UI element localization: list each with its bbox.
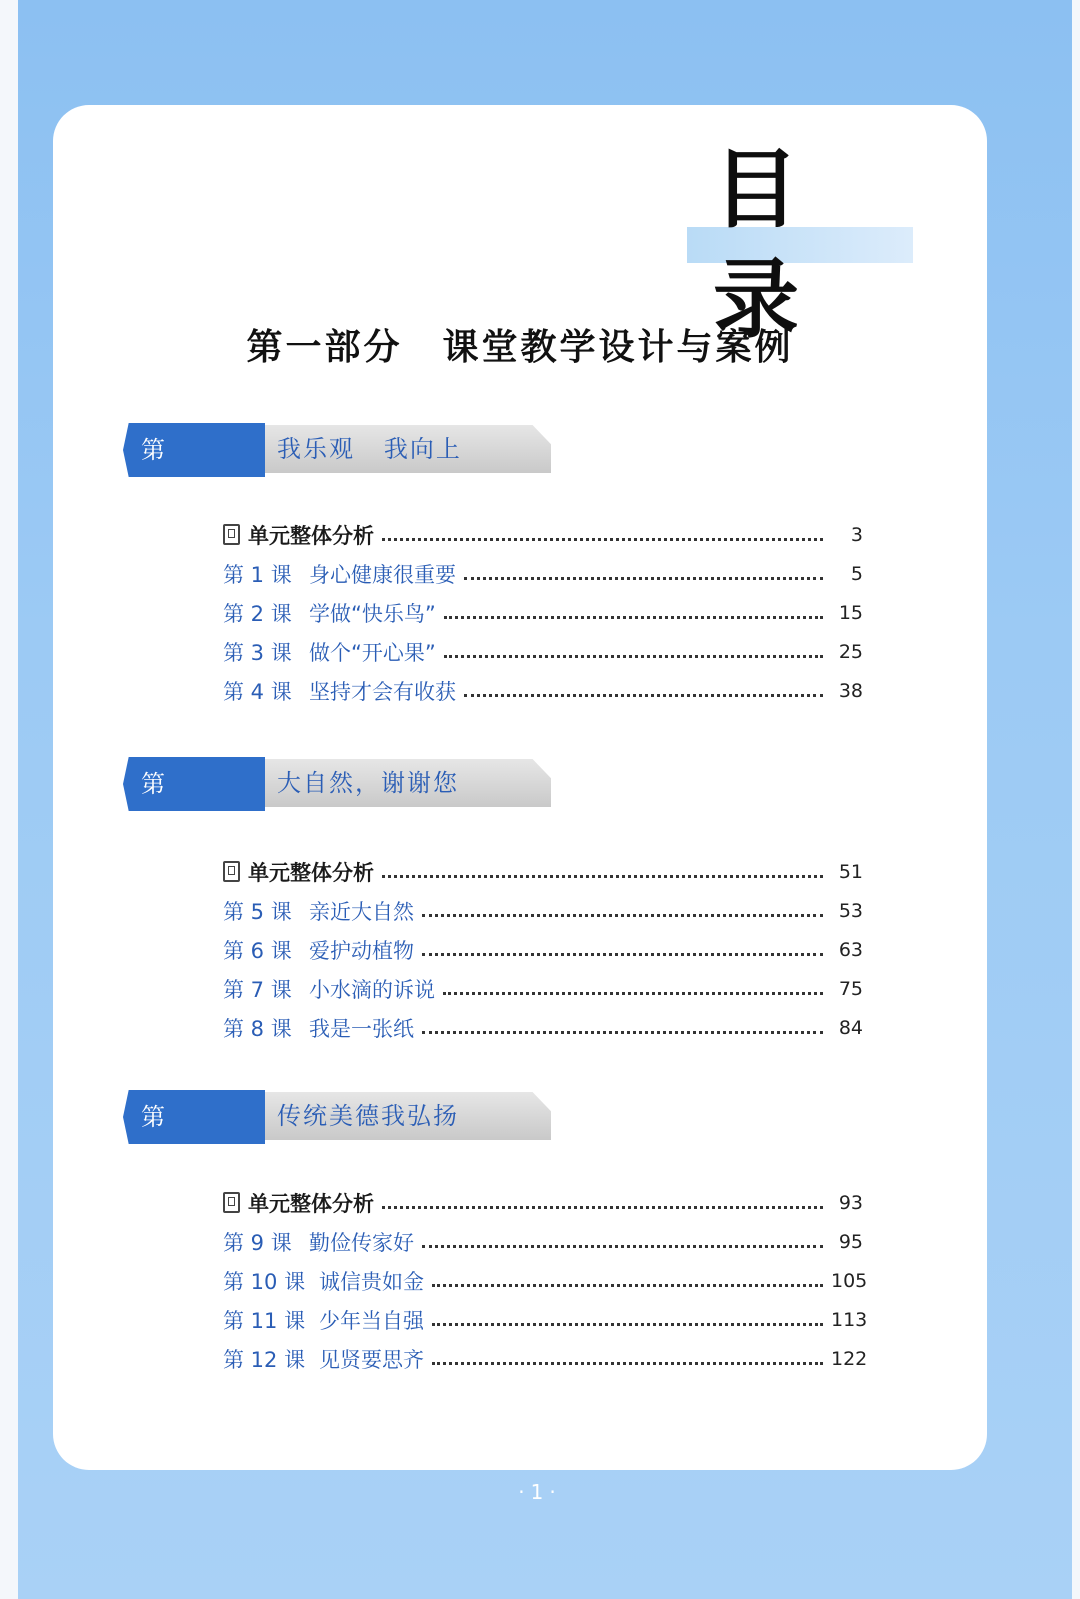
toc-entry-lesson[interactable] xyxy=(223,671,863,710)
lesson-number: 第 9 课 xyxy=(223,1230,292,1255)
entry-page: 3 xyxy=(850,523,863,546)
lesson-number: 第 12 课 xyxy=(223,1347,306,1372)
lesson-number: 第 7 课 xyxy=(223,977,292,1002)
leader-dots xyxy=(382,875,823,878)
leader-dots xyxy=(382,1206,823,1209)
lesson-title: 学做“快乐鸟” xyxy=(309,601,436,626)
entry-title: 单元整体分析 xyxy=(248,860,374,885)
part-label: 第一部分 xyxy=(246,327,403,368)
lesson-title: 见贤要思齐 xyxy=(319,1347,424,1372)
toc-entry-lesson[interactable] xyxy=(223,1261,868,1300)
lesson-number: 第 10 课 xyxy=(223,1269,306,1294)
lesson-title: 诚信贵如金 xyxy=(319,1269,424,1294)
toc-list-unit-1 xyxy=(223,515,863,710)
leader-dots xyxy=(443,992,823,995)
lesson-page: 84 xyxy=(838,1016,863,1039)
lesson-title: 身心健康很重要 xyxy=(309,562,456,587)
leader-dots xyxy=(422,1031,823,1034)
lesson-page: 122 xyxy=(831,1347,868,1370)
leader-dots xyxy=(444,616,823,619)
toc-page xyxy=(53,105,987,1470)
unit-label: 第三单元 xyxy=(141,1103,166,1293)
lesson-page: 63 xyxy=(838,938,863,961)
book-icon xyxy=(223,1192,240,1213)
toc-entry-lesson[interactable] xyxy=(223,632,863,671)
toc-list-unit-3 xyxy=(223,1183,868,1378)
toc-entry-lesson[interactable] xyxy=(223,891,863,930)
leader-dots xyxy=(464,577,823,580)
lesson-title: 勤俭传家好 xyxy=(309,1230,414,1255)
unit-label: 第一单元 xyxy=(141,436,166,626)
lesson-title: 爱护动植物 xyxy=(309,938,414,963)
lesson-page: 53 xyxy=(838,899,863,922)
leader-dots xyxy=(444,655,823,658)
toc-entry-analysis[interactable] xyxy=(223,515,863,554)
leader-dots xyxy=(422,1245,823,1248)
lesson-number: 第 1 课 xyxy=(223,562,292,587)
unit-name: 我乐观 我向上 xyxy=(277,435,462,463)
leader-dots xyxy=(464,694,823,697)
toc-entry-lesson[interactable] xyxy=(223,1008,863,1047)
lesson-number: 第 6 课 xyxy=(223,938,292,963)
book-icon xyxy=(223,524,240,545)
leader-dots xyxy=(422,953,823,956)
toc-entry-lesson[interactable] xyxy=(223,1222,863,1261)
lesson-title: 亲近大自然 xyxy=(309,899,414,924)
lesson-page: 38 xyxy=(838,679,863,702)
lesson-title: 我是一张纸 xyxy=(309,1016,414,1041)
toc-entry-analysis[interactable] xyxy=(223,852,863,891)
lesson-page: 105 xyxy=(831,1269,868,1292)
lesson-title: 坚持才会有收获 xyxy=(309,679,456,704)
lesson-title: 做个“开心果” xyxy=(309,640,436,665)
toc-entry-lesson[interactable] xyxy=(223,1300,868,1339)
entry-page: 93 xyxy=(838,1191,863,1214)
lesson-number: 第 11 课 xyxy=(223,1308,306,1333)
leader-dots xyxy=(432,1284,823,1287)
toc-list-unit-2 xyxy=(223,852,863,1047)
entry-title: 单元整体分析 xyxy=(248,1191,374,1216)
leader-dots xyxy=(382,538,823,541)
unit-name: 大自然，谢谢您 xyxy=(277,769,459,797)
lesson-page: 5 xyxy=(850,562,863,585)
unit-label: 第二单元 xyxy=(141,770,166,960)
lesson-page: 15 xyxy=(838,601,863,624)
part-heading xyxy=(53,319,987,370)
lesson-number: 第 5 课 xyxy=(223,899,292,924)
leader-dots xyxy=(422,914,823,917)
lesson-number: 第 3 课 xyxy=(223,640,292,665)
page-number: ·1· xyxy=(518,1480,562,1504)
book-icon xyxy=(223,861,240,882)
page-title: 目录 xyxy=(713,140,829,350)
toc-entry-analysis[interactable] xyxy=(223,1183,863,1222)
lesson-number: 第 2 课 xyxy=(223,601,292,626)
lesson-page: 25 xyxy=(838,640,863,663)
page-edge-left xyxy=(0,0,18,1599)
entry-title: 单元整体分析 xyxy=(248,523,374,548)
lesson-page: 113 xyxy=(831,1308,868,1331)
leader-dots xyxy=(432,1323,823,1326)
unit-name: 传统美德我弘扬 xyxy=(277,1102,459,1130)
leader-dots xyxy=(432,1362,823,1365)
page-number-value: 1 xyxy=(530,1480,550,1504)
title-block xyxy=(681,135,941,350)
toc-entry-lesson[interactable] xyxy=(223,969,863,1008)
lesson-title: 小水滴的诉说 xyxy=(309,977,435,1002)
lesson-number: 第 8 课 xyxy=(223,1016,292,1041)
lesson-number: 第 4 课 xyxy=(223,679,292,704)
toc-entry-lesson[interactable] xyxy=(223,1339,868,1378)
part-title: 课堂教学设计与案例 xyxy=(442,327,794,368)
toc-entry-lesson[interactable] xyxy=(223,593,863,632)
lesson-page: 75 xyxy=(838,977,863,1000)
lesson-title: 少年当自强 xyxy=(319,1308,424,1333)
lesson-page: 95 xyxy=(838,1230,863,1253)
entry-page: 51 xyxy=(838,860,863,883)
page-edge-right xyxy=(1072,0,1080,1599)
toc-entry-lesson[interactable] xyxy=(223,930,863,969)
toc-entry-lesson[interactable] xyxy=(223,554,863,593)
